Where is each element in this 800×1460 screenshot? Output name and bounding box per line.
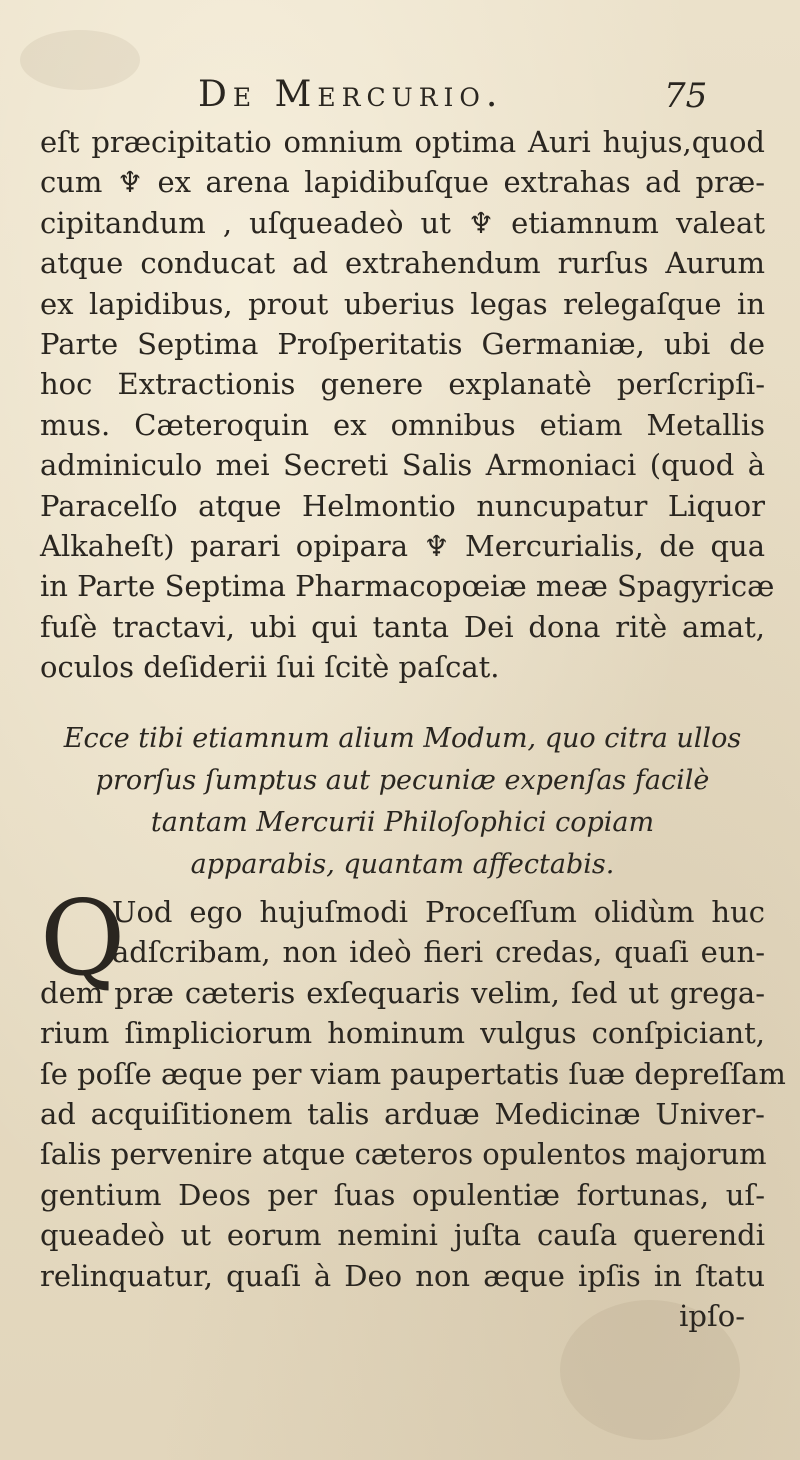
text-line: in Parte Septima Pharmacopœiæ meæ Spagyricæ xyxy=(40,569,775,604)
text-line: Alkaheſt) parari opipara ♆ Mercurialis, de qua xyxy=(40,528,765,563)
text-line: atque conducat ad extrahendum rurſus Aurum xyxy=(40,246,765,281)
text-line: gentium Deos per ſuas opulentiæ fortunas, uſ- xyxy=(40,1177,765,1212)
text-line: mus. Cæteroquin ex omnibus etiam Metallis xyxy=(40,407,765,442)
paragraph-1 xyxy=(40,122,775,687)
text-line: cipitandum , uſqueadeò ut ♆ etiamnum valeat xyxy=(40,205,765,240)
text-line: Uod ego hujuſmodi Proceſſum olidùm huc xyxy=(112,895,765,929)
page-header xyxy=(0,74,800,124)
italic-heading-paragraph xyxy=(40,718,765,886)
text-line: rium ſimpliciorum hominum vulgus conſpiciant, xyxy=(40,1016,765,1051)
text-line: oculos deſiderii ſui ſcitè paſcat. xyxy=(40,650,500,685)
text-line: cum ♆ ex arena lapidibuſque extrahas ad præ- xyxy=(40,165,765,200)
text-line: adminiculo mei Secreti Salis Armoniaci (quod à xyxy=(40,448,765,483)
italic-line: apparabis, quantam affectabis. xyxy=(190,849,615,880)
text-line: ad acquiſitionem talis arduæ Medicinæ Univer- xyxy=(40,1096,765,1131)
text-line: fuſè tractavi, ubi qui tanta Dei dona ritè amat, xyxy=(40,609,765,644)
text-line: Parte Septima Proſperitatis Germaniæ, ubi de xyxy=(40,326,765,361)
page-number: 75 xyxy=(664,76,708,116)
italic-line: tantam Mercurii Philoſophici copiam xyxy=(150,807,655,838)
text-line: dem præ cæteris exſequaris velim, ſed ut grega- xyxy=(40,975,765,1010)
text-line: hoc Extractionis genere explanatè perſcripſi- xyxy=(40,367,765,402)
catchword: ipſo- xyxy=(679,1298,745,1333)
drop-cap: Q xyxy=(40,877,126,999)
text-line: ſalis pervenire atque cæteros opulentos majorum xyxy=(40,1137,767,1172)
italic-line: Ecce tibi etiamnum alium Modum, quo citra ullos xyxy=(63,723,742,754)
text-line: eſt præcipitatio omnium optima Auri hujus,quod xyxy=(40,125,765,159)
running-head: De Mercurio. xyxy=(198,74,504,115)
text-line: relinquatur, quaſi à Deo non æque ipſis in ſtatu xyxy=(40,1258,765,1293)
paragraph-2 xyxy=(40,892,786,1336)
text-line: queadeò ut eorum nemini juſta cauſa querendi xyxy=(40,1218,765,1253)
text-line: ſe poſſe æque per viam paupertatis ſuæ depreſſam xyxy=(40,1056,786,1091)
text-line: adſcribam, non ideò fieri credas, quaſi eun- xyxy=(112,935,765,970)
text-line: ex lapidibus, prout uberius legas relegaſque in xyxy=(40,286,765,321)
italic-line: prorſus ſumptus aut pecuniæ expenſas facilè xyxy=(95,765,710,796)
text-line: Paracelſo atque Helmontio nuncupatur Liquor xyxy=(40,488,765,523)
